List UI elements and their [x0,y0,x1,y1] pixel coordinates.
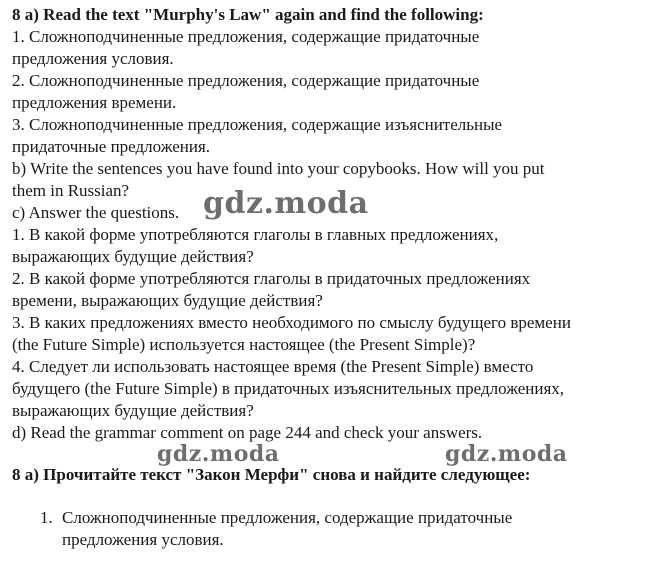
text-line: будущего (the Future Simple) в придаточных изъяснительных предложениях, [12,379,565,398]
watermark-center: gdz.moda [203,186,369,221]
list-item-number: 1. [40,508,53,527]
text-line: (the Future Simple) используется настоящее (the Present Simple)? [12,335,476,354]
text-line: 3. Сложноподчиненные предложения, содержащие изъяснительные [12,115,503,134]
text-line: 2. Сложноподчиненные предложения, содержащие придаточные [12,71,480,90]
exercise-heading-en: 8 a) Read the text "Murphy's Law" again and find the following: [12,5,484,24]
text-line: c) Answer the questions. [12,203,180,222]
text-line: предложения времени. [12,93,177,112]
exercise-heading-ru: 8 а) Прочитайте текст "Закон Мерфи" снова и найдите следующее: [12,465,531,484]
watermark-bottom-right: gdz.moda [445,441,568,467]
text-line: предложения условия. [12,49,174,68]
text-line: b) Write the sentences you have found into your copybooks. How will you put [12,159,545,178]
text-line: выражающих будущие действия? [12,401,254,420]
text-line: придаточные предложения. [12,137,211,156]
text-line: them in Russian? [12,181,130,200]
text-line: 1. Сложноподчиненные предложения, содержащие придаточные [12,27,480,46]
text-line: времени, выражающих будущие действия? [12,291,323,310]
list-item-text: Сложноподчиненные предложения, содержащие придаточные [62,508,513,527]
text-line: 1. В какой форме употребляются глаголы в главных предложениях, [12,225,499,244]
text-line: 3. В каких предложениях вместо необходимого по смыслу будущего времени [12,313,571,332]
list-item-text: предложения условия. [62,530,224,549]
watermark-bottom-left: gdz.moda [157,441,280,467]
text-line: 4. Следует ли использовать настоящее время (the Present Simple) вместо [12,357,534,376]
text-line: d) Read the grammar comment on page 244 and check your answers. [12,423,483,442]
text-line: 2. В какой форме употребляются глаголы в придаточных предложениях [12,269,531,288]
text-line: выражающих будущие действия? [12,247,254,266]
